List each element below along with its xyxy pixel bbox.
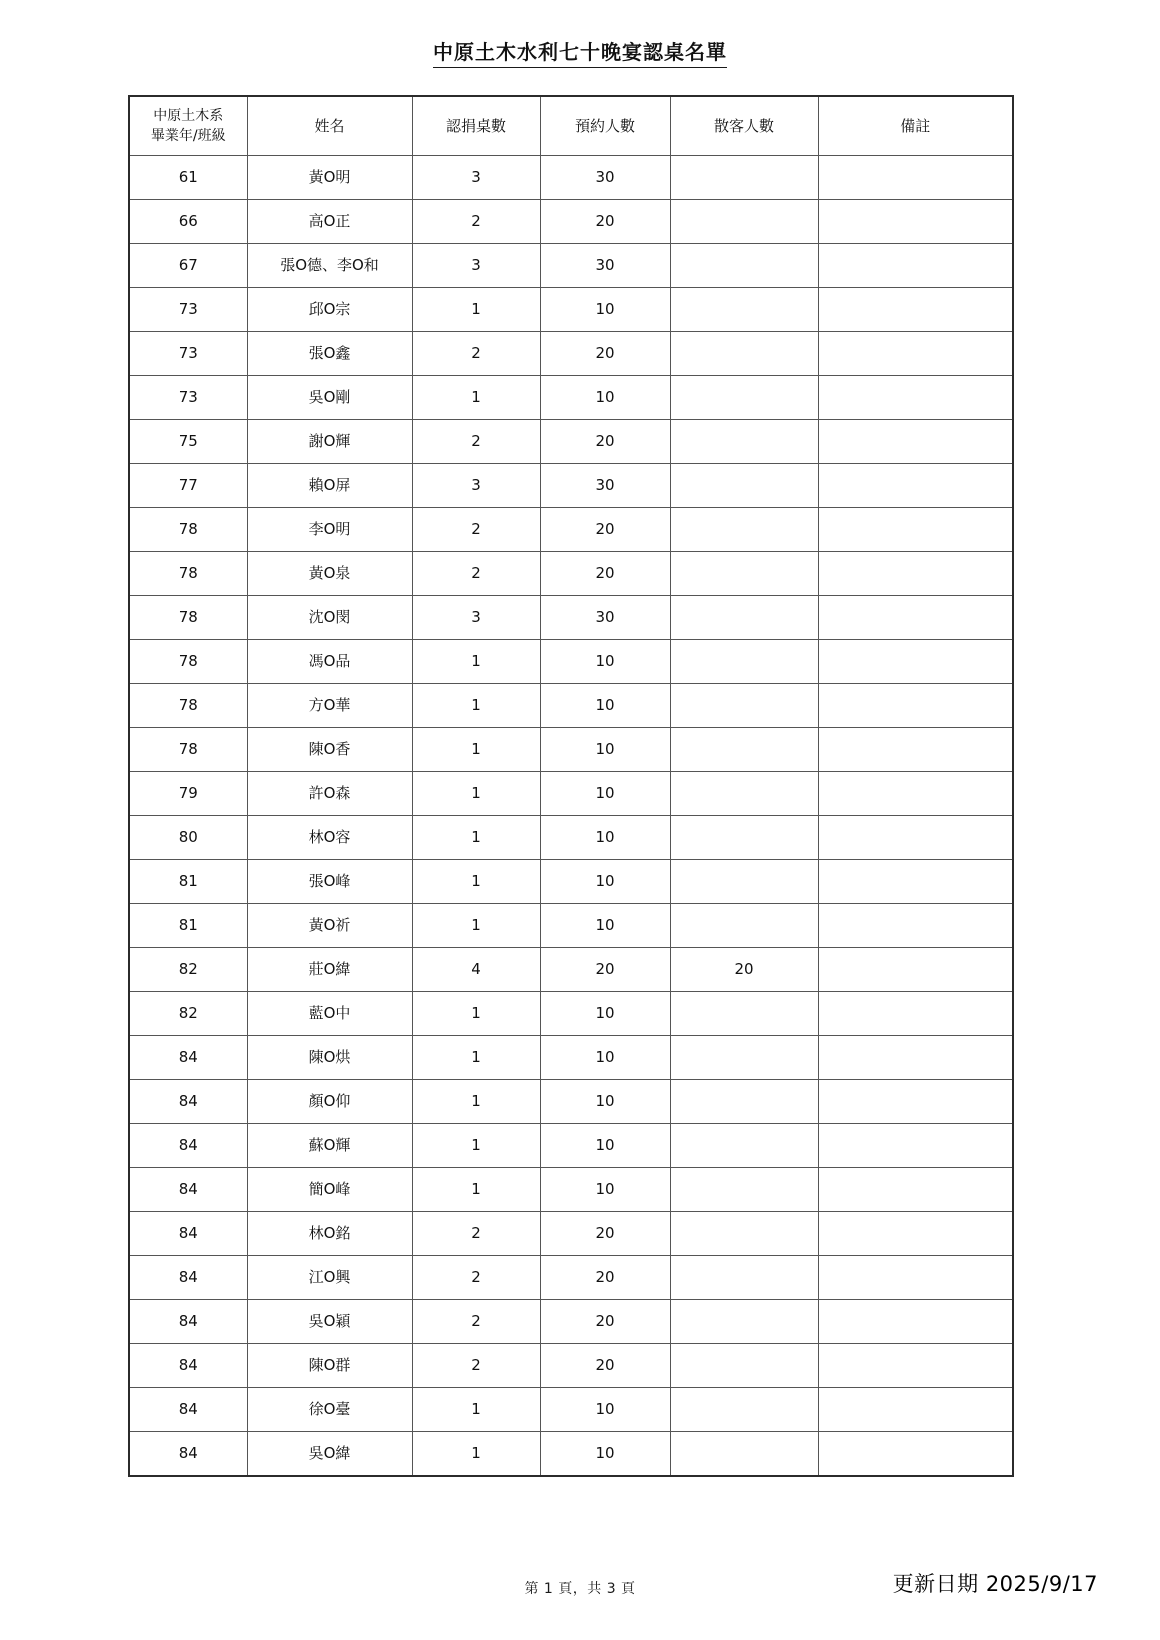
cell-graduation-year: 73	[129, 288, 247, 332]
cell-tables-donated: 1	[412, 1432, 540, 1477]
cell-reserved-people: 10	[540, 860, 670, 904]
cell-remark	[818, 992, 1013, 1036]
page-title: 中原土木水利七十晚宴認桌名單	[433, 40, 727, 68]
cell-name: 顏O仰	[247, 1080, 412, 1124]
cell-graduation-year: 78	[129, 728, 247, 772]
cell-walkin-people	[670, 640, 818, 684]
cell-walkin-people	[670, 200, 818, 244]
table-row	[129, 948, 1013, 992]
cell-name: 徐O臺	[247, 1388, 412, 1432]
cell-name: 陳O香	[247, 728, 412, 772]
cell-walkin-people	[670, 1344, 818, 1388]
cell-remark	[818, 420, 1013, 464]
cell-walkin-people	[670, 420, 818, 464]
cell-walkin-people	[670, 244, 818, 288]
cell-tables-donated: 3	[412, 244, 540, 288]
table-row	[129, 464, 1013, 508]
cell-reserved-people: 10	[540, 1080, 670, 1124]
cell-graduation-year: 66	[129, 200, 247, 244]
cell-tables-donated: 1	[412, 728, 540, 772]
cell-graduation-year: 84	[129, 1300, 247, 1344]
table-row	[129, 420, 1013, 464]
cell-reserved-people: 20	[540, 1344, 670, 1388]
table-row	[129, 200, 1013, 244]
cell-tables-donated: 3	[412, 596, 540, 640]
updated-date-footer: 更新日期 2025/9/17	[892, 1572, 1098, 1596]
cell-reserved-people: 20	[540, 1256, 670, 1300]
cell-graduation-year: 84	[129, 1124, 247, 1168]
cell-graduation-year: 81	[129, 860, 247, 904]
cell-walkin-people	[670, 508, 818, 552]
page-number-footer: 第 1 頁，共 3 頁	[524, 1581, 636, 1597]
cell-graduation-year: 84	[129, 1212, 247, 1256]
cell-name: 藍O中	[247, 992, 412, 1036]
cell-remark	[818, 244, 1013, 288]
column-header-graduation-year	[129, 96, 247, 156]
table-row	[129, 1256, 1013, 1300]
table-row	[129, 1124, 1013, 1168]
cell-name: 黃O明	[247, 156, 412, 200]
cell-walkin-people	[670, 1168, 818, 1212]
cell-tables-donated: 2	[412, 1256, 540, 1300]
cell-name: 張O德、李O和	[247, 244, 412, 288]
cell-reserved-people: 10	[540, 772, 670, 816]
cell-reserved-people: 10	[540, 288, 670, 332]
cell-tables-donated: 1	[412, 640, 540, 684]
table-row	[129, 156, 1013, 200]
cell-remark	[818, 508, 1013, 552]
cell-reserved-people: 20	[540, 948, 670, 992]
table-row	[129, 332, 1013, 376]
cell-graduation-year: 82	[129, 948, 247, 992]
column-header-walkin-people: 散客人數	[670, 96, 818, 156]
cell-remark	[818, 200, 1013, 244]
cell-tables-donated: 2	[412, 1300, 540, 1344]
cell-name: 吳O緯	[247, 1432, 412, 1477]
cell-graduation-year: 84	[129, 1168, 247, 1212]
cell-remark	[818, 948, 1013, 992]
cell-graduation-year: 84	[129, 1256, 247, 1300]
table-body	[129, 156, 1013, 1477]
cell-name: 馮O品	[247, 640, 412, 684]
cell-reserved-people: 10	[540, 1168, 670, 1212]
cell-tables-donated: 1	[412, 376, 540, 420]
column-header-graduation-year-line2: 畢業年/班級	[150, 128, 226, 144]
cell-remark	[818, 728, 1013, 772]
column-header-tables-donated: 認捐桌數	[412, 96, 540, 156]
cell-tables-donated: 1	[412, 1036, 540, 1080]
cell-tables-donated: 1	[412, 684, 540, 728]
cell-remark	[818, 552, 1013, 596]
cell-remark	[818, 376, 1013, 420]
cell-walkin-people	[670, 464, 818, 508]
cell-walkin-people	[670, 1124, 818, 1168]
cell-graduation-year: 78	[129, 640, 247, 684]
cell-graduation-year: 67	[129, 244, 247, 288]
cell-tables-donated: 2	[412, 332, 540, 376]
cell-name: 沈O閔	[247, 596, 412, 640]
cell-tables-donated: 3	[412, 156, 540, 200]
cell-tables-donated: 1	[412, 772, 540, 816]
header-row	[129, 96, 1013, 156]
cell-reserved-people: 20	[540, 332, 670, 376]
cell-graduation-year: 81	[129, 904, 247, 948]
cell-graduation-year: 75	[129, 420, 247, 464]
cell-walkin-people	[670, 1080, 818, 1124]
table-row	[129, 596, 1013, 640]
cell-remark	[818, 1036, 1013, 1080]
cell-name: 林O銘	[247, 1212, 412, 1256]
cell-reserved-people: 10	[540, 1036, 670, 1080]
cell-reserved-people: 30	[540, 156, 670, 200]
cell-remark	[818, 1256, 1013, 1300]
table-row	[129, 860, 1013, 904]
cell-reserved-people: 20	[540, 200, 670, 244]
cell-tables-donated: 1	[412, 1080, 540, 1124]
cell-tables-donated: 2	[412, 420, 540, 464]
cell-tables-donated: 1	[412, 904, 540, 948]
table-row	[129, 1212, 1013, 1256]
cell-reserved-people: 30	[540, 244, 670, 288]
column-header-remark: 備註	[818, 96, 1013, 156]
cell-name: 吳O穎	[247, 1300, 412, 1344]
cell-graduation-year: 61	[129, 156, 247, 200]
cell-graduation-year: 82	[129, 992, 247, 1036]
cell-tables-donated: 2	[412, 1212, 540, 1256]
cell-graduation-year: 84	[129, 1080, 247, 1124]
cell-walkin-people	[670, 1432, 818, 1477]
cell-name: 李O明	[247, 508, 412, 552]
cell-remark	[818, 640, 1013, 684]
cell-tables-donated: 1	[412, 860, 540, 904]
cell-name: 黃O泉	[247, 552, 412, 596]
cell-remark	[818, 860, 1013, 904]
cell-remark	[818, 904, 1013, 948]
cell-graduation-year: 73	[129, 376, 247, 420]
cell-reserved-people: 10	[540, 1388, 670, 1432]
table-row	[129, 816, 1013, 860]
cell-walkin-people	[670, 376, 818, 420]
cell-graduation-year: 84	[129, 1036, 247, 1080]
cell-walkin-people	[670, 1036, 818, 1080]
table-row	[129, 1432, 1013, 1477]
cell-reserved-people: 10	[540, 1124, 670, 1168]
cell-walkin-people	[670, 728, 818, 772]
cell-name: 張O鑫	[247, 332, 412, 376]
cell-graduation-year: 77	[129, 464, 247, 508]
cell-reserved-people: 10	[540, 992, 670, 1036]
cell-graduation-year: 84	[129, 1388, 247, 1432]
page-title-container	[0, 40, 1160, 68]
cell-remark	[818, 1124, 1013, 1168]
table-row	[129, 1388, 1013, 1432]
table-row	[129, 992, 1013, 1036]
table-row	[129, 1036, 1013, 1080]
table-row	[129, 376, 1013, 420]
table-row	[129, 1168, 1013, 1212]
cell-remark	[818, 1432, 1013, 1477]
cell-graduation-year: 78	[129, 596, 247, 640]
cell-remark	[818, 464, 1013, 508]
cell-graduation-year: 84	[129, 1344, 247, 1388]
cell-remark	[818, 596, 1013, 640]
cell-reserved-people: 20	[540, 420, 670, 464]
cell-tables-donated: 1	[412, 288, 540, 332]
cell-tables-donated: 3	[412, 464, 540, 508]
cell-remark	[818, 1344, 1013, 1388]
cell-name: 蘇O輝	[247, 1124, 412, 1168]
column-header-graduation-year-line1: 中原土木系	[153, 107, 224, 124]
cell-reserved-people: 10	[540, 640, 670, 684]
cell-tables-donated: 2	[412, 552, 540, 596]
cell-reserved-people: 10	[540, 376, 670, 420]
cell-remark	[818, 1388, 1013, 1432]
cell-walkin-people	[670, 772, 818, 816]
cell-walkin-people	[670, 992, 818, 1036]
cell-name: 許O森	[247, 772, 412, 816]
cell-walkin-people	[670, 332, 818, 376]
table-row	[129, 640, 1013, 684]
table-header	[129, 96, 1013, 156]
cell-walkin-people	[670, 1212, 818, 1256]
cell-graduation-year: 80	[129, 816, 247, 860]
table-row	[129, 552, 1013, 596]
cell-reserved-people: 10	[540, 728, 670, 772]
table-row	[129, 684, 1013, 728]
table-row	[129, 508, 1013, 552]
table-row	[129, 244, 1013, 288]
cell-walkin-people	[670, 860, 818, 904]
cell-graduation-year: 84	[129, 1432, 247, 1477]
cell-reserved-people: 10	[540, 684, 670, 728]
cell-name: 林O容	[247, 816, 412, 860]
roster-table-container	[128, 95, 1012, 1477]
cell-name: 黃O祈	[247, 904, 412, 948]
cell-reserved-people: 20	[540, 552, 670, 596]
cell-reserved-people: 10	[540, 1432, 670, 1477]
cell-walkin-people	[670, 156, 818, 200]
cell-name: 謝O輝	[247, 420, 412, 464]
cell-name: 江O興	[247, 1256, 412, 1300]
cell-tables-donated: 2	[412, 508, 540, 552]
cell-graduation-year: 73	[129, 332, 247, 376]
cell-remark	[818, 1080, 1013, 1124]
cell-tables-donated: 4	[412, 948, 540, 992]
cell-reserved-people: 20	[540, 1212, 670, 1256]
column-header-name: 姓名	[247, 96, 412, 156]
cell-reserved-people: 20	[540, 508, 670, 552]
cell-name: 邱O宗	[247, 288, 412, 332]
cell-tables-donated: 2	[412, 200, 540, 244]
cell-walkin-people	[670, 684, 818, 728]
cell-tables-donated: 1	[412, 992, 540, 1036]
roster-table	[128, 95, 1014, 1477]
cell-remark	[818, 1212, 1013, 1256]
cell-reserved-people: 10	[540, 816, 670, 860]
table-row	[129, 288, 1013, 332]
cell-remark	[818, 1300, 1013, 1344]
cell-tables-donated: 1	[412, 1168, 540, 1212]
cell-walkin-people	[670, 1300, 818, 1344]
cell-walkin-people	[670, 552, 818, 596]
cell-name: 高O正	[247, 200, 412, 244]
cell-remark	[818, 332, 1013, 376]
cell-tables-donated: 2	[412, 1344, 540, 1388]
cell-walkin-people	[670, 596, 818, 640]
cell-name: 莊O緯	[247, 948, 412, 992]
cell-walkin-people	[670, 288, 818, 332]
cell-walkin-people	[670, 1256, 818, 1300]
cell-remark	[818, 1168, 1013, 1212]
cell-tables-donated: 1	[412, 816, 540, 860]
column-header-reserved-people: 預約人數	[540, 96, 670, 156]
cell-tables-donated: 1	[412, 1388, 540, 1432]
cell-name: 方O華	[247, 684, 412, 728]
cell-reserved-people: 30	[540, 596, 670, 640]
cell-graduation-year: 78	[129, 684, 247, 728]
cell-name: 賴O屏	[247, 464, 412, 508]
cell-walkin-people	[670, 1388, 818, 1432]
cell-name: 張O峰	[247, 860, 412, 904]
cell-remark	[818, 288, 1013, 332]
cell-name: 簡O峰	[247, 1168, 412, 1212]
table-row	[129, 1300, 1013, 1344]
cell-reserved-people: 30	[540, 464, 670, 508]
cell-walkin-people: 20	[670, 948, 818, 992]
cell-reserved-people: 20	[540, 1300, 670, 1344]
cell-graduation-year: 78	[129, 552, 247, 596]
cell-graduation-year: 78	[129, 508, 247, 552]
table-row	[129, 772, 1013, 816]
cell-reserved-people: 10	[540, 904, 670, 948]
cell-remark	[818, 684, 1013, 728]
table-row	[129, 1344, 1013, 1388]
cell-tables-donated: 1	[412, 1124, 540, 1168]
cell-name: 陳O群	[247, 1344, 412, 1388]
cell-graduation-year: 79	[129, 772, 247, 816]
table-row	[129, 904, 1013, 948]
cell-walkin-people	[670, 904, 818, 948]
cell-remark	[818, 156, 1013, 200]
table-row	[129, 1080, 1013, 1124]
cell-name: 吳O剛	[247, 376, 412, 420]
table-row	[129, 728, 1013, 772]
cell-remark	[818, 816, 1013, 860]
cell-name: 陳O烘	[247, 1036, 412, 1080]
cell-walkin-people	[670, 816, 818, 860]
cell-remark	[818, 772, 1013, 816]
